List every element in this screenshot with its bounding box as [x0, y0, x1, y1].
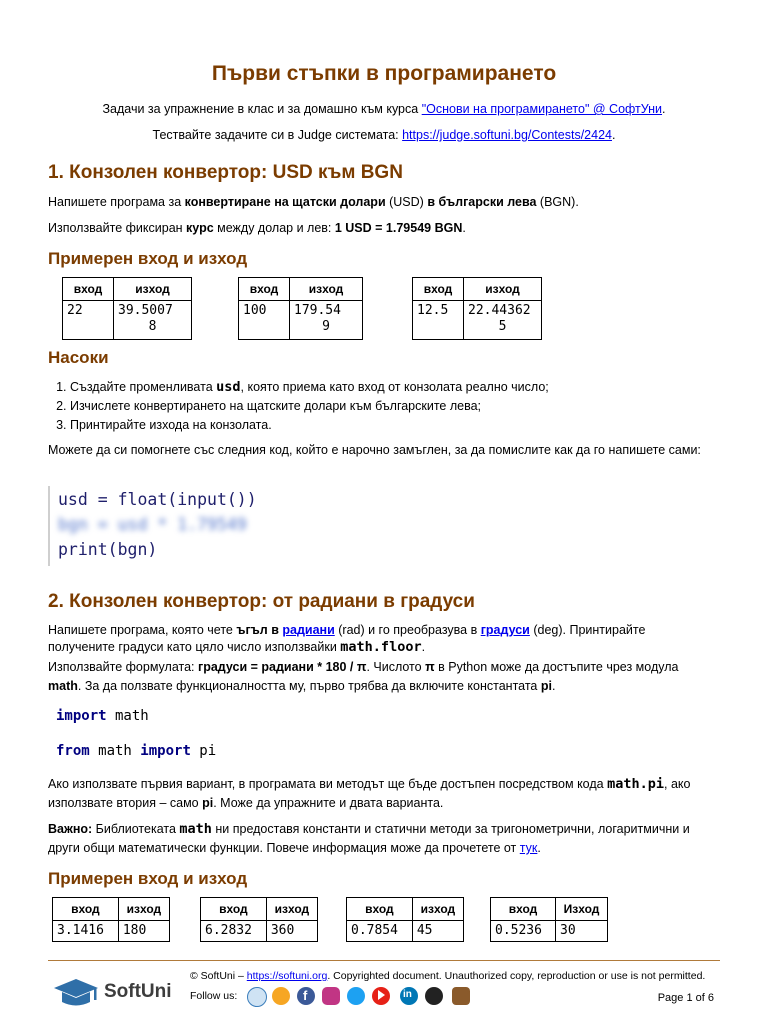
blog-icon[interactable] — [452, 987, 470, 1005]
output-line: 5 — [498, 319, 507, 334]
hints-list — [48, 378, 750, 435]
github-icon[interactable] — [425, 987, 443, 1005]
bold-text: курс — [186, 221, 214, 235]
text: получените градуси като цяло число използвайки — [48, 640, 341, 654]
input-cell: 3.1416 — [53, 921, 119, 942]
radians-link[interactable]: радиани — [282, 623, 335, 637]
output-line: 9 — [322, 319, 330, 334]
section1-examples-heading: Примерен вход и изход — [48, 249, 248, 268]
page-number: Page 1 of 6 — [657, 992, 714, 1004]
text: . За да ползвате функционалността му, първо трябва да включите константата — [77, 679, 541, 693]
keyword: from — [56, 743, 90, 759]
bold-text: math — [48, 679, 78, 693]
hints-heading: Насоки — [48, 348, 109, 367]
output-line: 179.54 — [294, 303, 341, 318]
judge-period: . — [611, 128, 616, 142]
judge-link[interactable]: https://judge.softuni.bg/Contests/2424 — [402, 128, 612, 142]
instagram-icon[interactable] — [322, 987, 340, 1005]
input-cell: 0.7854 — [347, 921, 413, 942]
section1-paragraph2 — [48, 219, 728, 238]
text: , ако — [664, 777, 691, 791]
input-cell: 0.5236 — [491, 921, 556, 942]
text: (deg). Принтирайте — [529, 623, 646, 637]
example-table — [62, 277, 192, 340]
output-header: изход — [464, 278, 542, 301]
intro-course-line — [0, 102, 768, 116]
text: Принтирайте изхода на конзолата. — [70, 418, 272, 432]
bold-text: в български лева — [427, 195, 537, 209]
output-header: изход — [114, 278, 192, 301]
softuni-logo[interactable] — [52, 976, 182, 1010]
example-table — [490, 897, 608, 942]
code-line: usd = float(input()) — [58, 490, 257, 509]
input-header: вход — [53, 898, 119, 921]
input-cell: 6.2832 — [201, 921, 267, 942]
copyright-notice — [190, 970, 705, 982]
code-from-math-import — [56, 743, 216, 759]
text: други общи математически функции. Повече информация може да прочетете от — [48, 841, 520, 855]
list-item — [70, 416, 750, 435]
text: в Python може да достъпите чрез модула — [434, 660, 679, 674]
judge-text: Тествайте задачите си в Judge системата: — [152, 128, 403, 142]
footer-divider — [48, 960, 720, 961]
help-paragraph: Можете да си помогнете със следния код, който е нарочно замъглен, за да помислите как да го напишете сами: — [48, 443, 701, 457]
text: Напишете програма за — [48, 195, 185, 209]
section2-paragraph4-cont — [48, 839, 728, 858]
intro-period: . — [662, 102, 666, 116]
section2-paragraph3-cont — [48, 794, 728, 813]
input-header: вход — [63, 278, 114, 301]
output-line: 8 — [148, 319, 157, 334]
inline-code: math — [179, 821, 212, 837]
text: © SoftUni – — [190, 970, 247, 982]
bold-text: Важно: — [48, 822, 93, 836]
text: , която приема като вход от конзолата реално число; — [240, 380, 549, 394]
code-line: print(bgn) — [58, 540, 158, 559]
inline-code: math.pi — [607, 776, 664, 792]
example-table — [52, 897, 170, 942]
input-cell: 100 — [239, 301, 290, 340]
keyword: import — [140, 743, 191, 759]
section2-paragraph2-cont — [48, 677, 728, 696]
section2-paragraph4 — [48, 820, 728, 839]
output-cell — [464, 301, 542, 340]
output-cell: 45 — [412, 921, 463, 942]
bold-text: pi — [202, 796, 214, 810]
example-table — [346, 897, 464, 942]
output-header: Изход — [556, 898, 608, 921]
text: между долар и лев: — [213, 221, 335, 235]
code-text: math — [106, 708, 149, 724]
intro-text: Задачи за упражнение в клас и за домашно към курса — [102, 102, 422, 116]
output-cell: 180 — [118, 921, 169, 942]
section2-examples-heading: Примерен вход и изход — [48, 869, 248, 888]
text: . Числото — [366, 660, 426, 674]
twitter-icon[interactable] — [347, 987, 365, 1005]
text: използвате втория – само — [48, 796, 203, 810]
output-cell — [290, 301, 363, 340]
logo-text: SoftUni — [104, 981, 172, 1002]
text: Използвайте фиксиран — [48, 221, 187, 235]
code-text: math — [89, 743, 141, 759]
bold-text: 1 USD = 1.79549 BGN — [334, 221, 463, 235]
text: (rad) и го преобразува в — [334, 623, 481, 637]
section2-paragraph3 — [48, 775, 728, 794]
text: ни предоставя константи и статични методи за тригонометрични, логаритмични и — [211, 822, 690, 836]
text: Създайте променливата — [70, 380, 217, 394]
section2-paragraph2 — [48, 658, 728, 677]
youtube-icon[interactable] — [372, 987, 390, 1005]
bold-text: π — [425, 660, 435, 674]
input-header: вход — [413, 278, 464, 301]
bold-text: pi — [540, 679, 552, 693]
text: Използвайте формулата: — [48, 660, 198, 674]
input-cell: 12.5 — [413, 301, 464, 340]
example-table — [412, 277, 542, 340]
output-header: изход — [266, 898, 317, 921]
example-table — [238, 277, 363, 340]
text: (BGN). — [536, 195, 579, 209]
example-table — [200, 897, 318, 942]
more-info-link[interactable]: тук — [519, 841, 538, 855]
input-header: вход — [239, 278, 290, 301]
softuni-icon[interactable] — [247, 987, 267, 1007]
input-cell: 22 — [63, 301, 114, 340]
document-title: Първи стъпки в програмирането — [211, 62, 557, 85]
inline-code: usd — [216, 379, 241, 395]
text: Напишете програма, която чете — [48, 623, 237, 637]
output-header: изход — [290, 278, 363, 301]
input-header: вход — [347, 898, 413, 921]
output-line: 39.5007 — [118, 303, 173, 318]
text: Библиотеката — [92, 822, 180, 836]
section2-heading: 2. Конзолен конвертор: от радиани в градуси — [48, 591, 475, 612]
keyword: import — [56, 708, 107, 724]
linkedin-icon[interactable]: in — [400, 987, 418, 1005]
bold-text: ъгъл в — [236, 623, 283, 637]
section2-paragraph1-cont — [48, 638, 728, 657]
output-header: изход — [118, 898, 169, 921]
section1-heading: 1. Конзолен конвертор: USD към BGN — [48, 162, 403, 183]
input-header: вход — [201, 898, 267, 921]
follow-us-label: Follow us: — [190, 990, 238, 1002]
output-line: 22.44362 — [468, 303, 531, 318]
output-header: изход — [412, 898, 463, 921]
softuni-website-link[interactable]: https://softuni.org — [246, 970, 328, 982]
output-cell: 360 — [266, 921, 317, 942]
text: . — [462, 221, 466, 235]
list-item — [70, 397, 750, 416]
inline-code: math.floor — [340, 639, 422, 655]
bold-text: градуси = радиани * 180 / π — [197, 660, 367, 674]
list-item — [70, 378, 750, 397]
text: . Може да упражните и двата варианта. — [213, 796, 444, 810]
facebook-icon[interactable]: f — [297, 987, 315, 1005]
softuni-foundation-icon[interactable] — [272, 987, 290, 1005]
section1-paragraph1 — [48, 193, 728, 212]
text: Изчислете конвертирането на щатските долари към българските лева; — [70, 399, 482, 413]
blurred-code-image — [48, 486, 290, 566]
text: Ако използвате първия вариант, в програмата ви методът ще бъде достъпен посредством кода — [48, 777, 608, 791]
bold-text: конвертиране на щатски долари — [184, 195, 386, 209]
output-cell: 30 — [556, 921, 608, 942]
degrees-link[interactable]: градуси — [480, 623, 530, 637]
course-link[interactable]: "Основи на програмирането" @ СофтУни — [421, 102, 663, 116]
code-line-blurred: bgn = usd * 1.79549 — [58, 515, 247, 534]
text: . Copyrighted document. Unauthorized copy, reproduction or use is not permitted. — [327, 970, 706, 982]
output-cell — [114, 301, 192, 340]
intro-judge-line — [0, 128, 768, 142]
text: . — [421, 640, 426, 654]
code-text: pi — [190, 743, 217, 759]
text: . — [551, 679, 556, 693]
text: (USD) — [385, 195, 428, 209]
text: . — [537, 841, 541, 855]
code-import-math — [56, 708, 149, 724]
input-header: вход — [491, 898, 556, 921]
